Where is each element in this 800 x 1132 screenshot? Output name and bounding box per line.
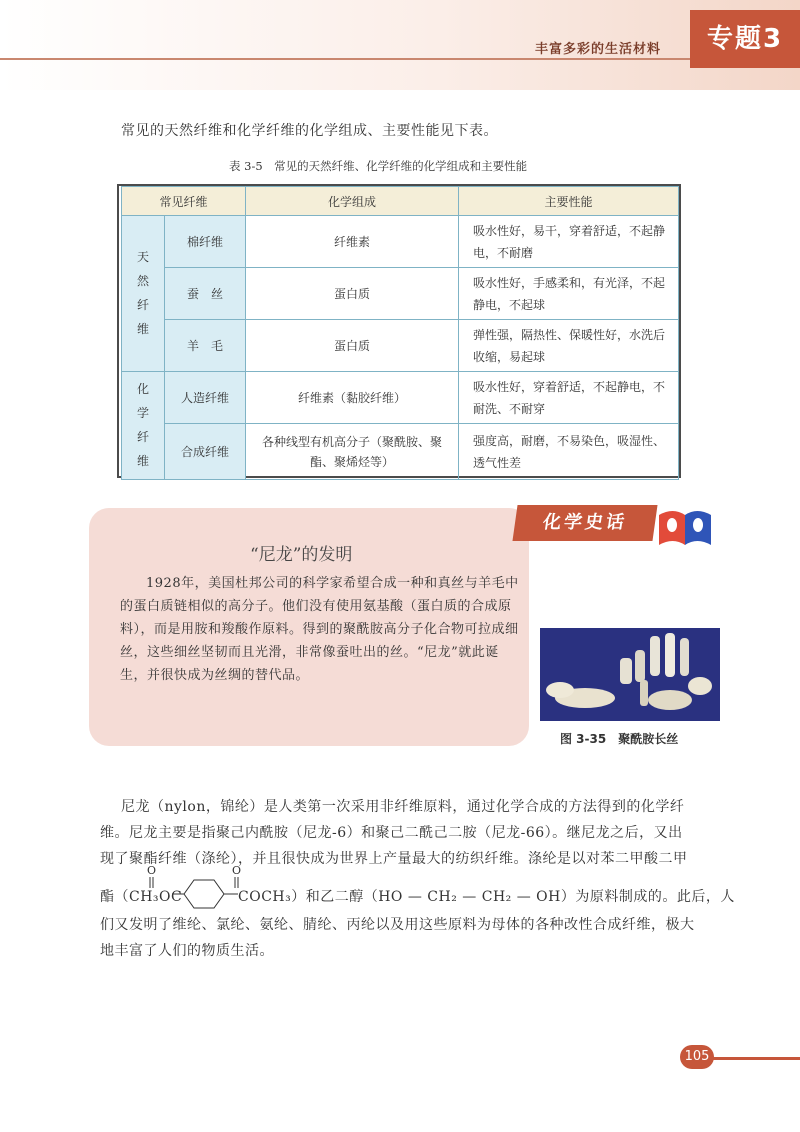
table-row [122, 424, 679, 480]
chapter-badge: 专题3 [690, 10, 800, 68]
fiber-name: 羊 毛 [165, 320, 246, 372]
history-title: “尼龙”的发明 [250, 545, 353, 565]
table-header-row [122, 187, 679, 216]
group-label-natural: 天然纤维 [122, 216, 165, 372]
formula-suffix: COCH₃）和乙二醇（HO — CH₂ — CH₂ — OH）为原料制成的。此后，人 [238, 889, 735, 905]
table-caption: 表 3-5 常见的天然纤维、化学纤维的化学组成和主要性能 [229, 159, 528, 173]
header-rule [0, 58, 690, 60]
fiber-composition: 各种线型有机高分子（聚酰胺、聚酯、聚烯烃等） [246, 424, 459, 480]
fiber-properties: 吸水性好，手感柔和，有光泽，不起静电，不起球 [459, 268, 679, 320]
fiber-table [121, 186, 679, 480]
nylon-filament-photo [540, 628, 720, 721]
fiber-properties: 弹性强，隔热性、保暖性好，水洗后收缩，易起球 [459, 320, 679, 372]
fiber-name: 棉纤维 [165, 216, 246, 268]
chapter-subtitle: 丰富多彩的生活材料 [535, 42, 662, 57]
header-composition: 化学组成 [246, 187, 459, 216]
carbonyl-oxygen-right: O [232, 864, 242, 877]
fiber-name: 蚕 丝 [165, 268, 246, 320]
intro-text: 常见的天然纤维和化学纤维的化学组成、主要性能见下表。 [121, 123, 498, 139]
table-row [122, 216, 679, 268]
open-book-icon [655, 505, 715, 549]
paragraph-line: 们又发明了维纶、氯纶、氨纶、腈纶、丙纶以及用这些原料为母体的各种改性合成纤维，极大 [100, 917, 695, 933]
paragraph-line: 现了聚酯纤维（涤纶），并且很快成为世界上产量最大的纺织纤维。涤纶是以对苯二甲酸二甲 [100, 851, 688, 867]
fiber-composition: 纤维素 [246, 216, 459, 268]
fiber-composition: 蛋白质 [246, 320, 459, 372]
terephthalate-formula-line [100, 862, 775, 912]
page-number: 105 [680, 1045, 714, 1069]
paragraph-line: 地丰富了人们的物质生活。 [100, 943, 274, 959]
history-tag: 化学史话 [512, 505, 657, 541]
paragraph-line: 尼龙（nylon，锦纶）是人类第一次采用非纤维原料，通过化学合成的方法得到的化学纤 [121, 799, 685, 815]
paragraph-line: 维。尼龙主要是指聚己内酰胺（尼龙-6）和聚己二酰己二胺（尼龙-66）。继尼龙之后，又出 [100, 825, 683, 841]
history-body: 1928年，美国杜邦公司的科学家希望合成一种和真丝与羊毛中的蛋白质链相似的高分子。他们没有使用氨基酸（蛋白质的合成原料），而是用胺和羧酸作原料。得到的聚酰胺高分子化合物可拉成细丝，这些细丝坚韧而且光滑，非常像蚕吐出的丝。“尼龙”就此诞生，并很快成为丝绸的替代品。 [120, 576, 519, 683]
fiber-name: 人造纤维 [165, 372, 246, 424]
header-background [0, 0, 800, 90]
formula-prefix: 酯（CH₃OC [100, 889, 183, 905]
table-row [122, 268, 679, 320]
fiber-composition: 纤维素（黏胶纤维） [246, 372, 459, 424]
fiber-name: 合成纤维 [165, 424, 246, 480]
figure-caption: 图 3-35 聚酰胺长丝 [560, 732, 679, 746]
table-row [122, 320, 679, 372]
group-label-chemical: 化学纤维 [122, 372, 165, 480]
benzene-ring-icon [172, 876, 238, 912]
fiber-properties: 吸水性好，穿着舒适，不起静电，不耐洗、不耐穿 [459, 372, 679, 424]
table-row [122, 372, 679, 424]
header-fiber: 常见纤维 [122, 187, 246, 216]
fiber-composition: 蛋白质 [246, 268, 459, 320]
fiber-properties: 吸水性好，易干，穿着舒适，不起静电，不耐磨 [459, 216, 679, 268]
header-properties: 主要性能 [459, 187, 679, 216]
carbonyl-oxygen-left: O [147, 864, 157, 877]
fiber-properties: 强度高，耐磨，不易染色，吸湿性、透气性差 [459, 424, 679, 480]
page-number-rule [712, 1057, 800, 1060]
